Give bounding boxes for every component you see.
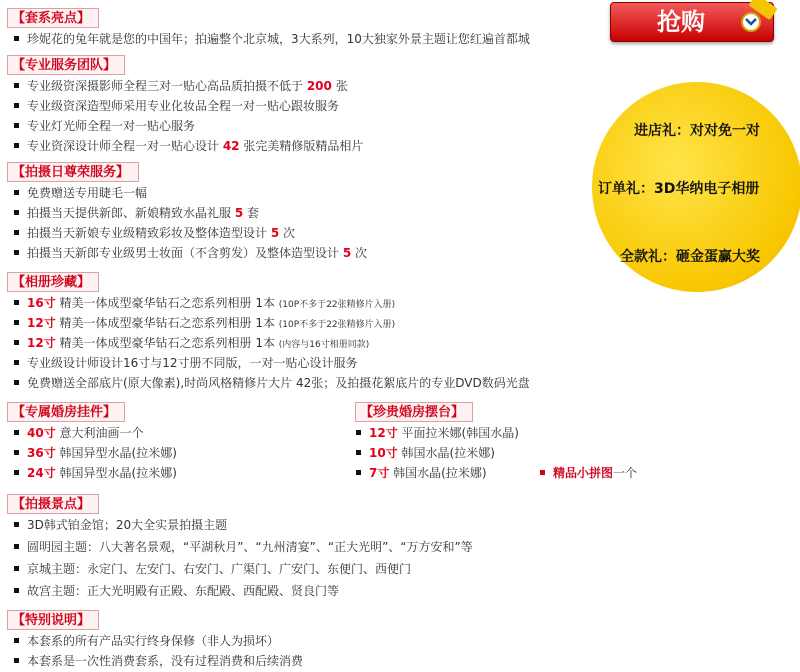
list-item: 40寸 意大利油画一个 <box>14 424 144 442</box>
bullet-icon <box>14 380 19 385</box>
bullet-icon <box>14 123 19 128</box>
bullet-icon <box>14 143 19 148</box>
list-item: 12寸 精美一体成型豪华钻石之恋系列相册 1本 (10P不多于22张精修片入册) <box>14 314 395 334</box>
bullet-icon <box>14 450 19 455</box>
bullet-icon <box>14 300 19 305</box>
list-item: 珍妮花的兔年就是您的中国年；拍遍整个北京城，3大系列，10大独家外景主题让您红遍首都城 <box>14 30 530 48</box>
list-item: 专业级资深造型师采用专业化妆品全程一对一贴心跟妆服务 <box>14 97 339 115</box>
gift-full-payment: 全款礼：砸金蛋赢大奖 <box>620 249 760 265</box>
bullet-icon <box>14 250 19 255</box>
list-item: 10寸 韩国水晶(拉米娜) <box>356 444 495 462</box>
bullet-icon <box>14 544 19 549</box>
bullet-icon <box>14 658 19 663</box>
buy-button[interactable]: 抢购 <box>610 2 774 42</box>
bullet-icon <box>540 470 545 475</box>
bullet-icon <box>14 566 19 571</box>
section-header-table-pieces: 【珍贵婚房摆台】 <box>355 402 473 422</box>
list-item: 专业级设计师设计16寸与12寸册不同版，一对一贴心设计服务 <box>14 354 358 372</box>
bullet-icon <box>14 83 19 88</box>
gift-store-visit: 进店礼：对对免一对 <box>634 123 760 139</box>
list-item: 专业资深设计师全程一对一贴心设计 42 张完美精修版精品相片 <box>14 137 363 155</box>
bullet-icon <box>14 340 19 345</box>
list-item: 京城主题：永定门、左安门、右安门、广渠门、广安门、东便门、西便门 <box>14 560 411 578</box>
bullet-icon <box>14 36 19 41</box>
section-header-wall-pieces: 【专属婚房挂件】 <box>7 402 125 422</box>
list-item: 故宫主题：正大光明殿有正殿、东配殿、西配殿、贤良门等 <box>14 582 339 600</box>
list-item: 24寸 韩国异型水晶(拉米娜) <box>14 464 177 482</box>
gift-order: 订单礼：3D华纳电子相册 <box>598 181 760 197</box>
bullet-icon <box>356 450 361 455</box>
bullet-icon <box>14 320 19 325</box>
list-item: 圆明园主题：八大著名景观，“平湖秋月”、“九州清宴”、“正大光明”、“万方安和”等 <box>14 538 473 556</box>
section-header-locations: 【拍摄景点】 <box>7 494 99 514</box>
bullet-icon <box>14 360 19 365</box>
section-header-notes: 【特别说明】 <box>7 610 99 630</box>
list-item: 专业级资深摄影师全程三对一贴心高品质拍摄不低于 200 张 <box>14 77 348 95</box>
list-item: 专业灯光师全程一对一贴心服务 <box>14 117 195 135</box>
list-item: 7寸 韩国水晶(拉米娜) <box>356 464 487 482</box>
bullet-icon <box>356 470 361 475</box>
bullet-icon <box>14 522 19 527</box>
list-item: 36寸 韩国异型水晶(拉米娜) <box>14 444 177 462</box>
bullet-icon <box>14 190 19 195</box>
list-item: 本套系的所有产品实行终身保修（非人为损坏） <box>14 632 279 650</box>
bullet-icon <box>14 470 19 475</box>
section-header-vip-service: 【拍摄日尊荣服务】 <box>7 162 139 182</box>
list-item: 免费赠送专用睫毛一幅 <box>14 184 147 202</box>
section-header-albums: 【相册珍藏】 <box>7 272 99 292</box>
list-item: 12寸 精美一体成型豪华钻石之恋系列相册 1本 (内容与16寸相册同款) <box>14 334 369 354</box>
chevron-down-icon <box>741 12 761 32</box>
bullet-icon <box>14 430 19 435</box>
list-item: 精品小拼图一个 <box>540 464 637 482</box>
list-item: 3D韩式铂金馆；20大全实景拍摄主题 <box>14 516 227 534</box>
list-item: 12寸 平面拉米娜(韩国水晶) <box>356 424 519 442</box>
bullet-icon <box>356 430 361 435</box>
gifts-circle <box>592 82 800 292</box>
list-item: 本套系是一次性消费套系，没有过程消费和后续消费 <box>14 652 303 670</box>
list-item: 拍摄当天提供新郎、新娘精致水晶礼服 5 套 <box>14 204 259 222</box>
section-header-highlights: 【套系亮点】 <box>7 8 99 28</box>
bullet-icon <box>14 638 19 643</box>
bullet-icon <box>14 210 19 215</box>
list-item: 拍摄当天新郎专业级男士妆面（不含剪发）及整体造型设计 5 次 <box>14 244 367 262</box>
bullet-icon <box>14 103 19 108</box>
bullet-icon <box>14 588 19 593</box>
list-item: 免费赠送全部底片(原大像素),时尚风格精修片大片 42张；及拍摄花絮底片的专业DVD数码光盘 <box>14 374 530 392</box>
list-item: 16寸 精美一体成型豪华钻石之恋系列相册 1本 (10P不多于22张精修片入册) <box>14 294 395 314</box>
section-header-team: 【专业服务团队】 <box>7 55 125 75</box>
bullet-icon <box>14 230 19 235</box>
list-item: 拍摄当天新娘专业级精致彩妆及整体造型设计 5 次 <box>14 224 295 242</box>
